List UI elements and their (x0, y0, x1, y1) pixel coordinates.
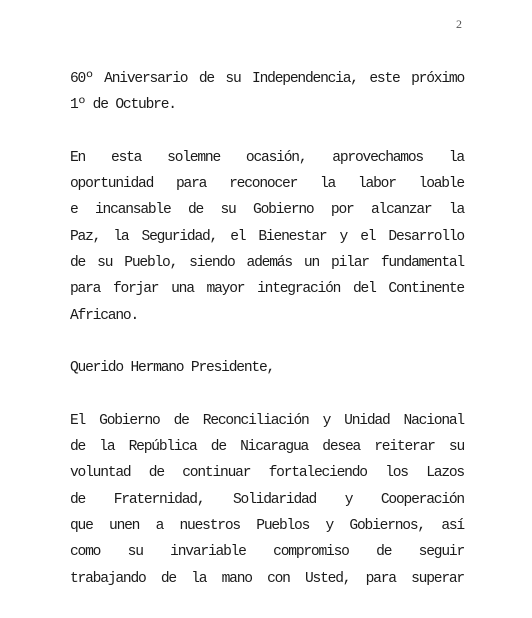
text-line: En esta solemne ocasión, aprovechamos la (70, 149, 464, 166)
text-line: 1º de Octubre. (70, 97, 176, 114)
text-line: Querido Hermano Presidente, (70, 360, 275, 377)
text-line: voluntad de continuar fortaleciendo los Lazos (70, 465, 464, 482)
paragraph-anniversary (70, 66, 464, 119)
text-line: El Gobierno de Reconciliación y Unidad Nacional (70, 412, 464, 429)
text-line: como su invariable compromiso de seguir (70, 544, 464, 561)
text-line: e incansable de su Gobierno por alcanzar la (70, 202, 464, 219)
text-line: de Fraternidad, Solidaridad y Cooperación (70, 491, 464, 508)
text-line: que unen a nuestros Pueblos y Gobiernos, así (70, 518, 464, 535)
text-line: 60º Aniversario de su Independencia, este próximo (70, 71, 464, 87)
text-line: oportunidad para reconocer la labor loable (70, 176, 464, 193)
text-line: de la República de Nicaragua desea reiterar su (70, 439, 464, 456)
paragraph-commitment (70, 408, 464, 592)
text-line: Africano. (70, 307, 139, 324)
text-line: para forjar una mayor integración del Continente (70, 281, 464, 298)
text-line: trabajando de la mano con Usted, para superar (70, 570, 464, 587)
paragraph-salutation (70, 355, 464, 381)
text-line: Paz, la Seguridad, el Bienestar y el Desarrollo (70, 228, 464, 245)
letter-body (70, 66, 464, 618)
text-line: de su Pueblo, siendo además un pilar fundamental (70, 255, 464, 272)
paragraph-recognition (70, 145, 464, 329)
page-number: 2 (456, 17, 462, 31)
